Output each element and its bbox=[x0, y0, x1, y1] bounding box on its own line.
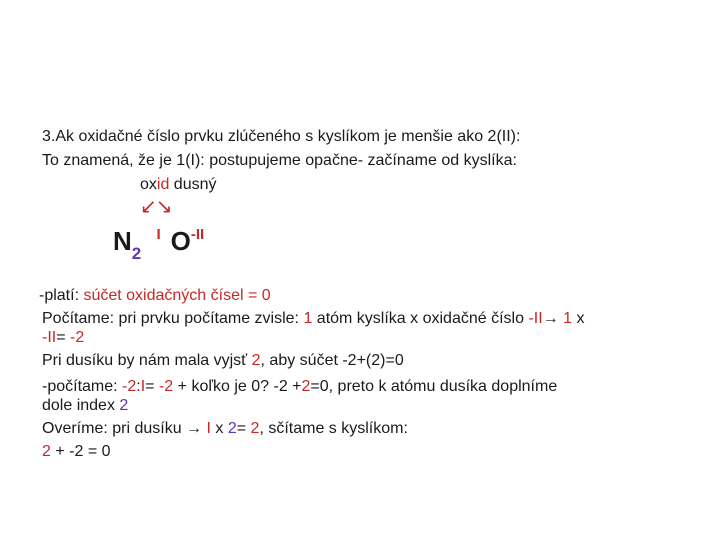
body-line-7 bbox=[42, 419, 408, 439]
body-line-4 bbox=[42, 351, 404, 371]
name-part-highlight: id bbox=[156, 176, 170, 193]
text: = bbox=[145, 378, 159, 395]
text: -počítame: bbox=[42, 378, 123, 395]
text: : bbox=[136, 378, 141, 395]
text-red: 1 bbox=[303, 310, 313, 327]
heading-line-1: 3.Ak oxidačné číslo prvku zlúčeného s kyslíkom je menšie ako 2(II): bbox=[42, 128, 521, 145]
text-red: 2 bbox=[250, 420, 260, 437]
oxygen-symbol: O bbox=[170, 226, 191, 256]
text-red: 2 bbox=[42, 443, 51, 460]
text: = bbox=[236, 420, 251, 437]
text: x bbox=[572, 310, 585, 327]
text-red: -2 bbox=[70, 329, 85, 346]
body-line-1 bbox=[39, 286, 271, 306]
text: = bbox=[56, 329, 71, 346]
text-red: -II bbox=[42, 329, 57, 346]
text: , sčítame s kyslíkom: bbox=[259, 420, 408, 437]
body-line-2 bbox=[42, 309, 584, 329]
text-purple: 2 bbox=[227, 420, 237, 437]
oxygen-oxidation-number: -II bbox=[190, 226, 205, 243]
text-red: -2 bbox=[158, 378, 174, 395]
text: , aby súčet -2+(2)=0 bbox=[260, 352, 404, 369]
compound-name bbox=[140, 175, 217, 195]
text: Pri dusíku by nám mala vyjsť bbox=[42, 352, 252, 369]
name-part: dusný bbox=[169, 176, 217, 193]
body-line-3 bbox=[42, 328, 84, 348]
nitrogen-symbol: N bbox=[113, 226, 132, 256]
text: Overíme: pri dusíku → bbox=[42, 420, 207, 437]
text: + -2 = 0 bbox=[50, 443, 111, 460]
body-line-5 bbox=[42, 377, 557, 397]
body-line-8 bbox=[42, 442, 111, 462]
text: =0, preto k atómu dusíka doplníme bbox=[310, 378, 558, 395]
text: → bbox=[542, 310, 564, 327]
text-red: I bbox=[206, 420, 211, 437]
text: -platí: bbox=[39, 287, 84, 304]
text-red: I bbox=[140, 378, 146, 395]
text-purple: 2 bbox=[119, 397, 129, 414]
crossing-arrows: ↙↘ bbox=[140, 196, 172, 218]
nitrogen-oxidation-number: I bbox=[156, 226, 161, 243]
chemical-formula bbox=[113, 226, 205, 263]
text-red: 1 bbox=[563, 310, 573, 327]
text: Počítame: pri prvku počítame zvisle: bbox=[42, 310, 304, 327]
text: + koľko je 0? -2 + bbox=[173, 378, 302, 395]
heading-line-2: To znamená, že je 1(I): postupujeme opačne- začíname od kyslíka: bbox=[42, 152, 517, 169]
text-red: -II bbox=[528, 310, 543, 327]
text-red: -2 bbox=[122, 378, 137, 395]
name-part: ox bbox=[140, 176, 157, 193]
text-red: 2 bbox=[251, 352, 261, 369]
text-red: 2 bbox=[301, 378, 311, 395]
text: dole index bbox=[42, 397, 120, 414]
text: x bbox=[210, 420, 228, 437]
text: atóm kyslíka x oxidačné číslo bbox=[312, 310, 529, 327]
nitrogen-subscript: 2 bbox=[131, 244, 142, 263]
text-red: súčet oxidačných čísel = 0 bbox=[83, 287, 271, 304]
body-line-6 bbox=[42, 396, 128, 416]
